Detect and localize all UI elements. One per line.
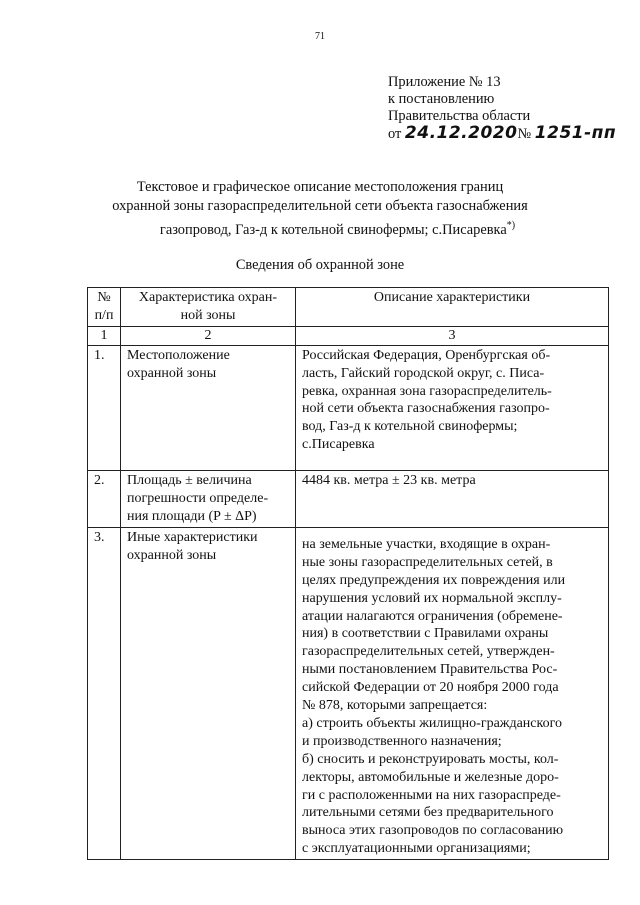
title-line-2: охранной зоны газораспределительной сети объекта газоснабжения: [112, 198, 528, 214]
description-line: газораспределительных сетей, утвержден-: [302, 644, 555, 660]
header-num-line: №: [97, 290, 111, 305]
description-line: а) строить объекты жилищно-гражданского: [302, 715, 562, 731]
header-num: [88, 288, 121, 327]
characteristic-line: охранной зоны: [127, 365, 217, 381]
row-number: 1.: [88, 345, 121, 470]
description-line: ной сети объекта газоснабжения газопро-: [302, 401, 550, 417]
description-line: лекторы, автомобильные и железные доро-: [302, 769, 559, 785]
header-characteristic-line: ной зоны: [180, 307, 236, 323]
date-prefix: от: [388, 126, 402, 142]
handwritten-date: 24.12.2020: [404, 123, 518, 143]
table-header-row: [88, 288, 609, 327]
header-description: Описание характеристики: [296, 288, 609, 327]
description-line: сийской Федерации от 20 ноября 2000 года: [302, 680, 559, 696]
page-number: 71: [315, 31, 325, 42]
description-line: целях предупреждения их повреждения или: [302, 572, 566, 588]
characteristic-line: ния площади (P ± ΔP): [127, 508, 257, 524]
footnote-mark: *): [506, 220, 516, 231]
table-row: [88, 345, 609, 470]
section-subtitle: Сведения об охранной зоне: [235, 257, 405, 273]
title-line-3-text: газопровод, Газ-д к котельной свинофермы; с.Писаревка: [159, 221, 507, 238]
description-line: на земельные участки, входящие в охран-: [302, 536, 551, 552]
appendix-block: [388, 74, 628, 143]
description-line: вод, Газ-д к котельной свинофермы;: [302, 419, 518, 435]
index-cell: 3: [296, 326, 609, 345]
description-line: № 878, которыми запрещается:: [302, 698, 488, 714]
header-characteristic: [121, 288, 296, 327]
description-line: б) сносить и реконструировать мосты, кол-: [302, 751, 559, 767]
description-line: выноса этих газопроводов по согласованию: [302, 823, 564, 839]
row-characteristic: [121, 345, 296, 470]
table-row: [88, 527, 609, 859]
row-number: 2.: [88, 471, 121, 528]
characteristic-line: Местоположение: [127, 347, 230, 363]
row-description: [296, 527, 609, 859]
characteristic-line: охранной зоны: [127, 547, 217, 563]
title-line-1: Текстовое и графическое описание местоположения границ: [136, 179, 504, 195]
description-line: ревка, охранная зона газораспределитель-: [302, 383, 552, 399]
description-line: ния) в соответствии с Правилами охраны: [302, 626, 549, 642]
header-characteristic-line: Характеристика охран-: [138, 290, 278, 305]
row-description: [296, 345, 609, 470]
protection-zone-table: [87, 287, 609, 860]
index-cell: 1: [88, 326, 121, 345]
description-line: с.Писаревка: [302, 437, 375, 453]
handwritten-number: 1251-пп: [534, 123, 617, 143]
description-line: ные зоны газораспределительных сетей, в: [302, 554, 553, 570]
appendix-reference: к постановлению: [388, 91, 495, 107]
header-num-line: п/п: [94, 307, 114, 323]
row-characteristic: [121, 471, 296, 528]
appendix-date-line: [388, 125, 628, 143]
description-line: ласть, Гайский городской округ, с. Писа-: [302, 365, 545, 381]
characteristic-line: погрешности определе-: [127, 491, 269, 507]
description-line: ги с расположенными на них газораспреде-: [302, 787, 561, 803]
description-line: 4484 кв. метра ± 23 кв. метра: [302, 473, 476, 489]
appendix-authority: Правительства области: [388, 108, 531, 124]
appendix-title: Приложение № 13: [388, 74, 501, 90]
table-row: [88, 471, 609, 528]
row-number: 3.: [88, 527, 121, 859]
row-description: [296, 471, 609, 528]
number-prefix: №: [517, 126, 532, 142]
description-line: с эксплуатационными организациями;: [302, 841, 531, 857]
description-line: атации налагаются ограничения (обремене-: [302, 608, 563, 624]
table-index-row: [88, 326, 609, 345]
description-line: ными постановлением Правительства Рос-: [302, 662, 558, 678]
characteristic-line: Площадь ± величина: [127, 473, 252, 489]
title-line-3: [60, 216, 580, 240]
description-line: лительными сетями без предварительного: [302, 805, 554, 821]
description-line: нарушения условий их нормальной эксплу-: [302, 590, 562, 606]
index-cell: 2: [121, 326, 296, 345]
row-characteristic: [121, 527, 296, 859]
description-line: и производственного назначения;: [302, 733, 502, 749]
document-title: [60, 178, 580, 240]
characteristic-line: Иные характеристики: [127, 529, 258, 545]
description-line: Российская Федерация, Оренбургская об-: [302, 347, 551, 363]
